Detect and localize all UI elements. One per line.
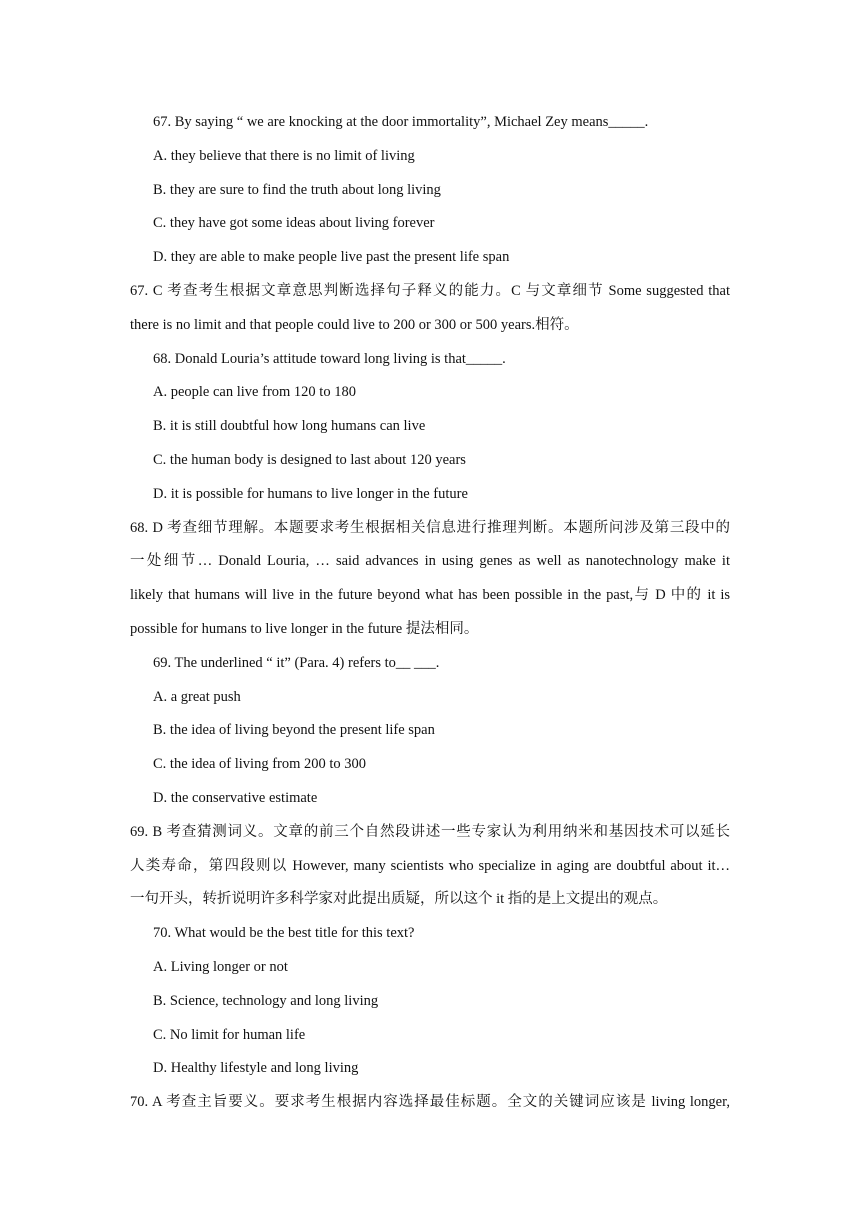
question-69-option-a: A. a great push: [153, 688, 241, 705]
answer-67-line-2: there is no limit and that people could live to 200 or 300 or 500 years.相符。: [130, 316, 579, 333]
question-67-option-c: C. they have got some ideas about living forever: [153, 215, 435, 232]
answer-69-line-2: 人类寿命，第四段则以 However, many scientists who specialize in aging are doubtful about it…: [130, 857, 730, 874]
answer-67-line-1: 67. C 考查考生根据文章意思判断选择句子释义的能力。C 与文章细节 Some suggested that: [130, 282, 730, 299]
question-67-option-b: B. they are sure to find the truth about long living: [153, 181, 441, 198]
question-69-stem: 69. The underlined “ it” (Para. 4) refers to__ ___.: [153, 654, 440, 671]
question-69-option-d: D. the conservative estimate: [153, 789, 318, 806]
question-69-option-b: B. the idea of living beyond the present life span: [153, 722, 435, 739]
question-67-option-a: A. they believe that there is no limit of living: [153, 147, 415, 164]
answer-68-line-4: possible for humans to live longer in the future 提法相同。: [130, 620, 479, 637]
question-70-option-c: C. No limit for human life: [153, 1026, 306, 1043]
question-67-stem: 67. By saying “ we are knocking at the door immortality”, Michael Zey means_____.: [153, 114, 649, 130]
question-68-option-d: D. it is possible for humans to live longer in the future: [153, 485, 468, 502]
question-68-option-c: C. the human body is designed to last about 120 years: [153, 451, 466, 468]
answer-68-line-3: likely that humans will live in the future beyond what has been possible in the past,与 D 中的 it is: [130, 587, 730, 604]
question-68-option-b: B. it is still doubtful how long humans can live: [153, 418, 426, 435]
question-70-stem: 70. What would be the best title for this text?: [153, 925, 415, 942]
question-68-stem: 68. Donald Louria’s attitude toward long living is that_____.: [153, 350, 506, 367]
question-70-option-b: B. Science, technology and long living: [153, 992, 379, 1009]
answer-68-line-1: 68. D 考查细节理解。本题要求考生根据相关信息进行推理判断。本题所问涉及第三段中的: [130, 519, 730, 536]
document-page: [130, 106, 730, 1120]
answer-70-line-1: 70. A 考查主旨要义。要求考生根据内容选择最佳标题。全文的关键词应该是 living longer,: [130, 1094, 730, 1111]
answer-69-line-1: 69. B 考查猜测词义。文章的前三个自然段讲述一些专家认为利用纳米和基因技术可以延长: [130, 823, 730, 840]
question-70-option-a: A. Living longer or not: [153, 958, 288, 975]
question-67-option-d: D. they are able to make people live past the present life span: [153, 249, 510, 266]
answer-69-line-3: 一句开头，转折说明许多科学家对此提出质疑，所以这个 it 指的是上文提出的观点。: [130, 891, 668, 908]
question-68-option-a: A. people can live from 120 to 180: [153, 384, 356, 401]
question-69-option-c: C. the idea of living from 200 to 300: [153, 756, 367, 773]
answer-68-line-2: 一处细节… Donald Louria, … said advances in using genes as well as nanotechnology make it: [130, 553, 730, 570]
question-70-option-d: D. Healthy lifestyle and long living: [153, 1060, 359, 1077]
